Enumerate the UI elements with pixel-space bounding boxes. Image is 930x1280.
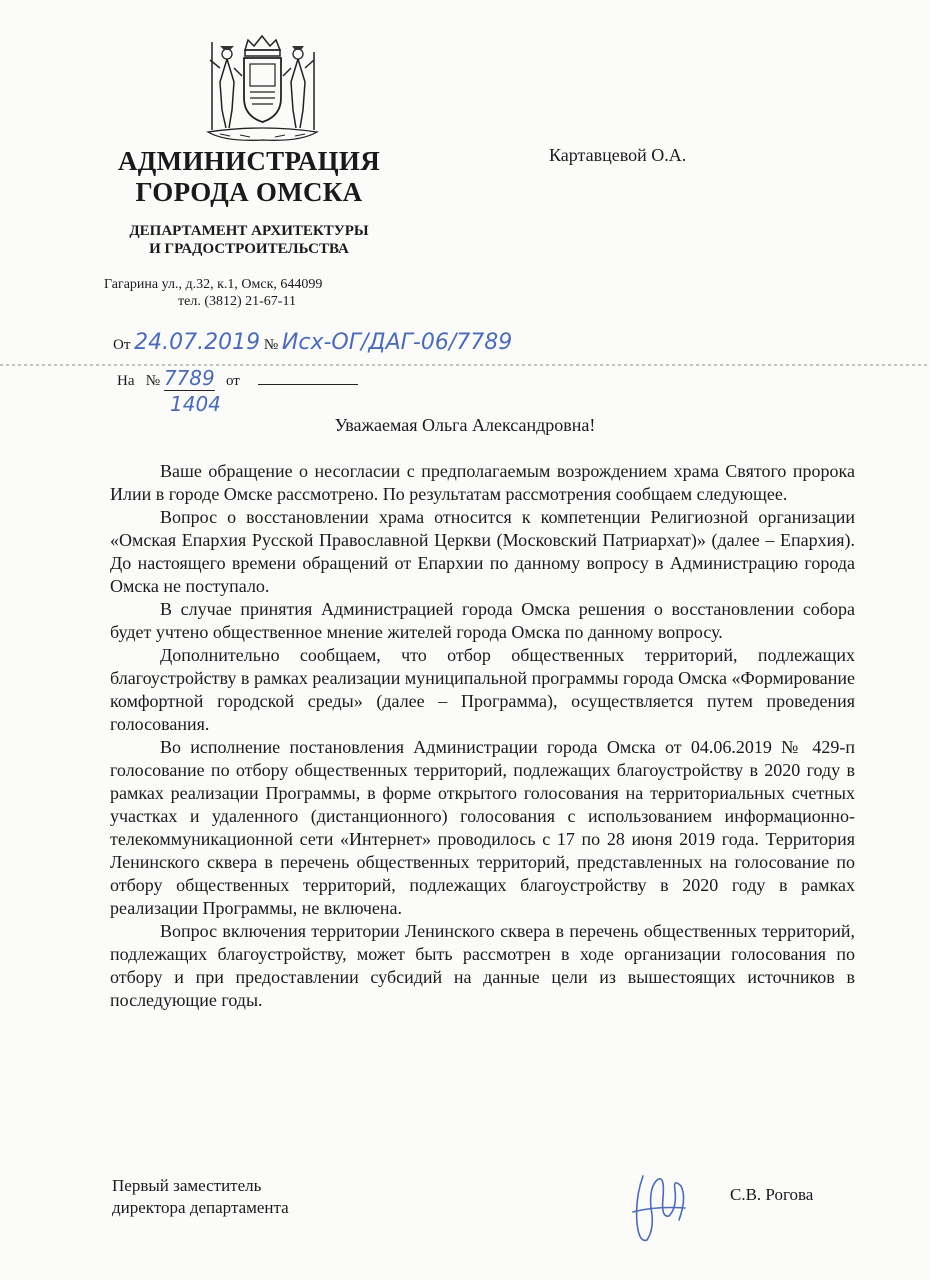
signatory-title-line1: Первый заместитель — [112, 1176, 262, 1195]
reference-number-label: № — [145, 373, 161, 389]
outgoing-registration-line — [113, 330, 512, 355]
organization-address: Гагарина ул., д.32, к.1, Омск, 644099 — [104, 277, 323, 292]
body-paragraph: Во исполнение постановления Администрации города Омска от 04.06.2019 № 429-п голосование по отбору общественных территорий, подлежащих благоустройству в 2020 году в рамках реализации Программы, в форме открытого голосования на территориальных счетных участках и удаленного (дистанционного) голосования с использованием информационно-телекоммуникационной сети «Интернет» проводилось с 17 по 28 июня 2019 года. Территория Ленинского сквера в перечень общественных территорий, представленных на голосование по отбору общественных территорий, подлежащих благоустройству в 2020 году в рамках реализации Программы, не включена. — [110, 737, 855, 918]
organization-phone: тел. (3812) 21-67-11 — [178, 294, 296, 309]
handwritten-signature — [625, 1168, 695, 1248]
body-paragraph: Вопрос включения территории Ленинского сквера в перечень общественных территорий, подлежащих благоустройству, может быть рассмотрен в ходе организации голосования по отбору и при предоставлении субсидий на данные цели из вышестоящих источников в последующие годы. — [110, 921, 855, 1010]
organization-name-line2: ГОРОДА ОМСКА — [135, 177, 363, 207]
body-paragraph: Ваше обращение о несогласии с предполагаемым возрождением храма Святого пророка Илии в городе Омске рассмотрено. По результатам рассмотрения сообщаем следующее. — [110, 461, 855, 504]
organization-name-line1: АДМИНИСТРАЦИЯ — [117, 146, 380, 176]
organization-name — [116, 146, 382, 208]
department-name-line2: И ГРАДОСТРОИТЕЛЬСТВА — [149, 241, 349, 257]
body-paragraph: В случае принятия Администрацией города Омска решения о восстановлении собора будет учтено общественное мнение жителей города Омска по данному вопросу. — [110, 599, 855, 642]
handwritten-reference-number-2: 1404 — [170, 392, 221, 416]
reference-registration-line — [117, 366, 358, 391]
signatory-title-line2: директора департамента — [112, 1198, 289, 1217]
reference-date-blank — [258, 372, 358, 385]
salutation: Уважаемая Ольга Александровна! — [334, 415, 596, 435]
handwritten-date: 24.07.2019 — [134, 330, 261, 355]
reference-from-label: от — [225, 373, 240, 389]
handwritten-reference-number: 7789 — [163, 366, 215, 390]
signatory-title — [112, 1175, 289, 1219]
recipient-name: Картавцевой О.А. — [549, 145, 687, 165]
body-paragraph: Вопрос о восстановлении храма относится к компетенции Религиозной организации «Омская Епархия Русской Православной Церкви (Московский Патриархат)» (далее – Епархия). До настоящего времени обращений от Епархии по данному вопросу в Администрацию города Омска не поступало. — [110, 507, 855, 596]
body-paragraph: Дополнительно сообщаем, что отбор общественных территорий, подлежащих благоустройству в рамках реализации муниципальной программы города Омска «Формирование комфортной городской среды» (далее – Программа), осуществляется путем проведения голосования. — [110, 645, 855, 734]
handwritten-outgoing-number: Исх-ОГ/ДАГ-06/7789 — [281, 330, 513, 355]
number-label: № — [263, 337, 279, 353]
omsk-coat-of-arms-emblem — [200, 32, 325, 147]
letter-body — [110, 460, 855, 1012]
from-label: От — [113, 337, 131, 353]
signatory-name: С.В. Рогова — [730, 1185, 814, 1204]
reference-label: На — [117, 373, 135, 389]
department-name-line1: ДЕПАРТАМЕНТ АРХИТЕКТУРЫ — [129, 223, 369, 239]
department-name — [116, 222, 382, 258]
